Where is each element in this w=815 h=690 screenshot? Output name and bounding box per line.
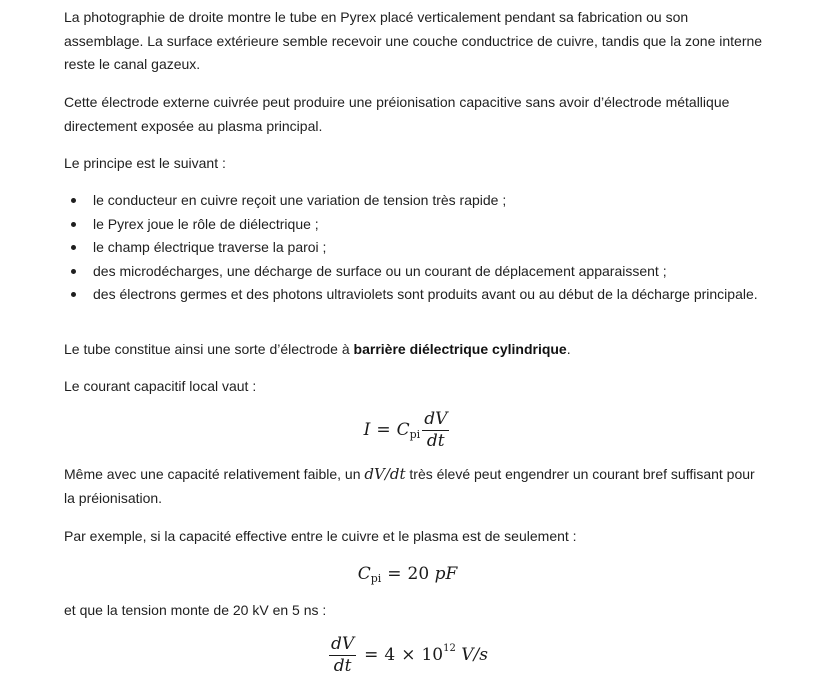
- eq-symbol: I: [363, 420, 371, 440]
- bold-term: barrière diélectrique cylindrique: [353, 341, 567, 357]
- principle-list: [64, 189, 764, 307]
- eq-mantissa: 4: [384, 645, 396, 665]
- paragraph-principle-intro: Le principe est le suivant :: [64, 155, 226, 171]
- eq-fraction: [329, 633, 356, 676]
- eq-base: 10: [421, 645, 444, 665]
- eq-unit: V/s: [461, 645, 488, 665]
- list-item: [64, 213, 764, 237]
- list-item-text: des microdécharges, une décharge de surface ou un courant de déplacement apparaissent ;: [93, 262, 667, 279]
- eq-subscript: pi: [370, 571, 382, 585]
- text-span: Même avec une capacité relativement faible, un: [64, 466, 365, 482]
- eq-denominator: dt: [426, 430, 445, 451]
- list-item: [64, 189, 764, 213]
- equation-capacitive-current: [0, 405, 815, 455]
- paragraph-photo-description: La photographie de droite montre le tube en Pyrex placé verticalement pendant sa fabrication ou son assemblage. La surface extérieure semble recevoir une couche conductrice de cuivre, tandis que la zone interne reste le canal gazeux.: [64, 9, 763, 72]
- eq-operator: =: [364, 645, 379, 665]
- equation-voltage-slope: [0, 630, 815, 680]
- list-item: [64, 236, 764, 260]
- list-item: [64, 260, 764, 284]
- list-item-text: des électrons germes et des photons ultraviolets sont produits avant ou au début de la décharge principale.: [93, 286, 758, 302]
- eq-numerator: dV: [330, 633, 355, 654]
- eq-operator: =: [387, 564, 402, 584]
- paragraph-low-capacitance: [64, 463, 764, 510]
- bullet-icon: [71, 222, 76, 227]
- list-item-text: le champ électrique traverse la paroi ;: [93, 239, 327, 255]
- paragraph-external-electrode: Cette électrode externe cuivrée peut produire une préionisation capacitive sans avoir d’électrode métallique directement exposée au plasma principal.: [64, 94, 730, 134]
- equation-capacitance-value: [0, 561, 815, 587]
- eq-exponent: 12: [443, 642, 456, 654]
- eq-value: 20: [407, 564, 430, 584]
- bullet-icon: [71, 269, 76, 274]
- inline-math-dvdt: dV/dt: [364, 465, 406, 483]
- paragraph-dielectric-barrier: [64, 338, 571, 362]
- eq-denominator: dt: [333, 655, 352, 676]
- eq-unit: pF: [434, 564, 458, 584]
- text-span: Le tube constitue ainsi une sorte d’électrode à: [64, 341, 354, 357]
- eq-symbol: C: [396, 420, 410, 440]
- eq-operator: =: [376, 420, 391, 440]
- eq-subscript: pi: [409, 427, 421, 441]
- bullet-icon: [71, 245, 76, 250]
- bullet-icon: [71, 292, 76, 297]
- eq-numerator: dV: [424, 408, 448, 429]
- list-item: [64, 283, 764, 307]
- eq-symbol: C: [357, 564, 371, 584]
- bullet-icon: [71, 198, 76, 203]
- eq-fraction: [422, 408, 449, 451]
- text-span: très élevé peut engendrer un courant bref suffisant pour la préionisation.: [64, 466, 755, 506]
- text-span: .: [566, 341, 571, 357]
- paragraph-capacitive-current: Le courant capacitif local vaut :: [64, 378, 257, 394]
- paragraph-example-capacitance: Par exemple, si la capacité effective entre le cuivre et le plasma est de seulement :: [64, 528, 577, 544]
- list-item-text: le conducteur en cuivre reçoit une variation de tension très rapide ;: [93, 192, 507, 208]
- list-item-text: le Pyrex joue le rôle de diélectrique ;: [93, 215, 319, 232]
- paragraph-voltage-rise: et que la tension monte de 20 kV en 5 ns :: [64, 602, 327, 618]
- eq-times-operator: ×: [401, 645, 416, 665]
